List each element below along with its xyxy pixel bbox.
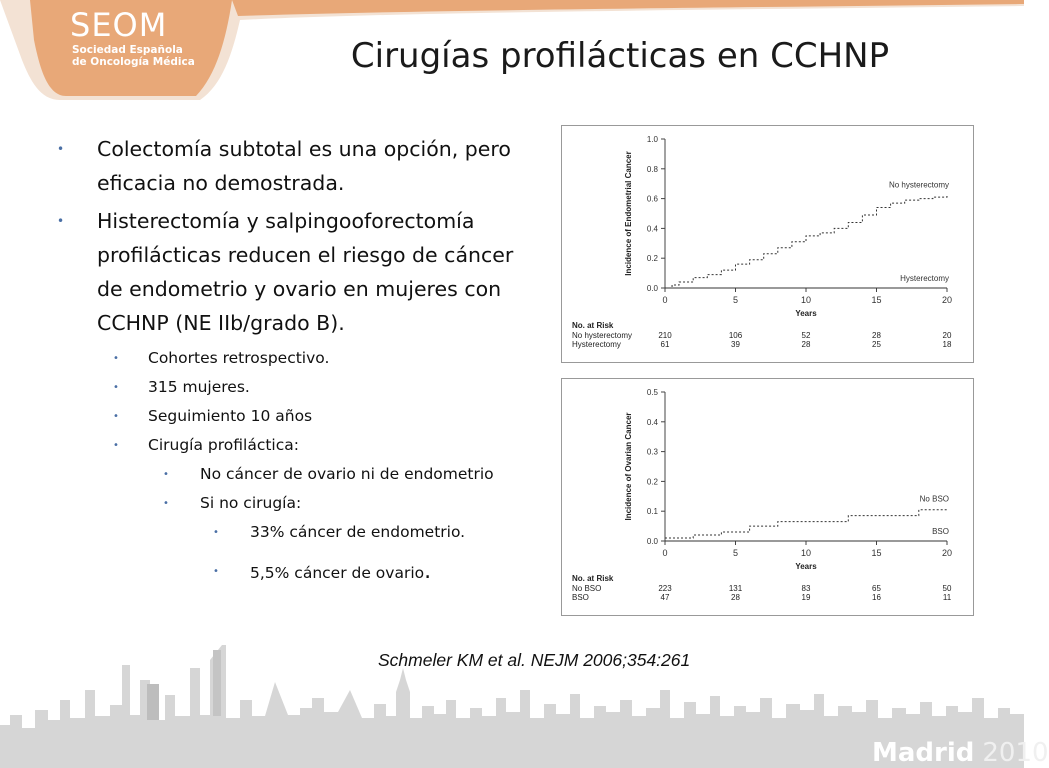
bullet-text: Cohortes retrospectivo. xyxy=(148,349,330,367)
risk-table-row-label: No hysterectomy xyxy=(572,331,633,340)
bullet-text: Si no cirugía: xyxy=(200,494,302,512)
x-tick-label: 20 xyxy=(941,295,953,305)
risk-table-value: 106 xyxy=(728,331,743,340)
y-tick-label: 0.4 xyxy=(646,224,658,234)
risk-table-value: 16 xyxy=(872,593,881,602)
level4-bullet-item xyxy=(55,557,535,588)
bullet-text: Colectomía subtotal es una opción, pero eficacia no demostrada. xyxy=(97,137,511,195)
y-tick-label: 0.1 xyxy=(646,507,658,517)
bullet-text: No cáncer de ovario ni de endometrio xyxy=(200,465,494,483)
endometrial-chart-svg xyxy=(562,126,973,362)
legend-label: No BSO xyxy=(919,494,949,504)
bullet-dot-icon: • xyxy=(113,382,119,393)
bullet-period: . xyxy=(424,559,432,584)
bullet-text: 315 mujeres. xyxy=(148,378,250,396)
risk-table-value: 28 xyxy=(872,331,881,340)
y-tick-label: 0.2 xyxy=(646,477,658,487)
risk-table-value: 50 xyxy=(942,584,952,593)
y-tick-label: 0.2 xyxy=(646,254,658,264)
bullet-dot-icon: • xyxy=(213,566,219,577)
risk-table-value: 28 xyxy=(731,593,740,602)
risk-table-value: 39 xyxy=(731,340,740,349)
bullet-text: Seguimiento 10 años xyxy=(148,407,313,425)
y-tick-label: 0.3 xyxy=(646,447,658,457)
legend-label: No hysterectomy xyxy=(888,180,949,190)
bullet-text: 5,5% cáncer de ovario xyxy=(250,564,425,582)
bullet-dot-icon: • xyxy=(163,469,169,480)
y-tick-label: 0.6 xyxy=(646,194,658,204)
x-tick-label: 10 xyxy=(800,295,812,305)
citation: Schmeler KM et al. NEJM 2006;354:261 xyxy=(378,650,691,670)
risk-table-value: 20 xyxy=(942,331,952,340)
y-tick-label: 1.0 xyxy=(646,135,658,144)
bullet-list xyxy=(55,132,535,588)
y-tick-label: 0.8 xyxy=(646,164,658,174)
x-tick-label: 10 xyxy=(800,548,812,558)
y-axis-label: Incidence of Endometrial Cancer xyxy=(624,151,633,276)
endometrial-cancer-chart xyxy=(561,125,974,363)
y-tick-label: 0.4 xyxy=(646,417,658,427)
risk-table-value: 47 xyxy=(660,593,670,602)
risk-table-row-label: No BSO xyxy=(572,584,602,593)
series-line-primary xyxy=(665,510,947,538)
sub-bullet-item xyxy=(55,402,535,431)
risk-table-row-label: BSO xyxy=(572,593,589,602)
x-tick-label: 5 xyxy=(732,295,739,305)
sub-bullet-item xyxy=(55,344,535,373)
risk-table-value: 11 xyxy=(942,593,952,602)
risk-table-value: 210 xyxy=(658,331,672,340)
logo-subtitle xyxy=(72,44,195,68)
risk-table-value: 52 xyxy=(801,331,811,340)
x-tick-label: 15 xyxy=(871,295,882,305)
logo-subtitle-line1: Sociedad Española xyxy=(72,44,183,56)
footer-city: Madrid xyxy=(872,738,975,768)
bullet-dot-icon: • xyxy=(113,440,119,451)
risk-table-row-label: Hysterectomy xyxy=(572,340,621,349)
bullet-dot-icon: • xyxy=(57,214,65,228)
x-axis-label: Years xyxy=(795,562,817,571)
x-tick-label: 5 xyxy=(732,548,739,558)
risk-table-value: 61 xyxy=(660,340,670,349)
bullet-dot-icon: • xyxy=(113,353,119,364)
risk-table-value: 131 xyxy=(728,584,743,593)
bullet-item xyxy=(55,204,535,340)
slide-title: Cirugías profilácticas en CCHNP xyxy=(350,36,890,76)
x-tick-label: 0 xyxy=(662,548,668,558)
x-tick-label: 15 xyxy=(871,548,882,558)
y-tick-label: 0.0 xyxy=(646,537,658,546)
bullet-item xyxy=(55,132,535,200)
logo-title: SEOM xyxy=(70,6,168,44)
ovarian-cancer-chart xyxy=(561,378,974,616)
bullet-text: Cirugía profiláctica: xyxy=(148,436,299,454)
x-tick-label: 20 xyxy=(941,548,953,558)
bullet-dot-icon: • xyxy=(57,142,65,156)
risk-table-value: 18 xyxy=(942,340,952,349)
x-tick-label: 0 xyxy=(662,295,668,305)
risk-table-value: 25 xyxy=(872,340,881,349)
bullet-text: Histerectomía y salpingooforectomía profilácticas reducen el riesgo de cáncer de endometrio y ovario en mujeres con CCHNP (NE IIb/grado B). xyxy=(97,209,514,335)
x-axis-label: Years xyxy=(795,309,817,318)
bullet-dot-icon: • xyxy=(113,411,119,422)
madrid-skyline xyxy=(0,620,1024,768)
risk-table-value: 223 xyxy=(658,584,672,593)
sub-bullet-item xyxy=(55,373,535,402)
sub-bullet-item xyxy=(55,431,535,460)
risk-table-header: No. at Risk xyxy=(572,574,614,583)
ovarian-chart-svg xyxy=(562,379,973,615)
legend-label: BSO xyxy=(932,527,949,536)
y-tick-label: 0.5 xyxy=(646,388,658,397)
bullet-dot-icon: • xyxy=(213,527,219,538)
footer-brand xyxy=(872,738,1049,768)
risk-table-value: 65 xyxy=(872,584,881,593)
logo-subtitle-line2: de Oncología Médica xyxy=(72,56,195,68)
risk-table-value: 19 xyxy=(801,593,811,602)
risk-table-header: No. at Risk xyxy=(572,321,614,330)
bullet-text: 33% cáncer de endometrio. xyxy=(250,523,466,541)
seom-logo xyxy=(0,0,240,105)
sub-sub-bullet-item xyxy=(55,489,535,518)
footer-year: 2010 xyxy=(982,738,1049,768)
level4-bullet-item xyxy=(55,518,535,547)
y-tick-label: 0.0 xyxy=(646,284,658,293)
risk-table-value: 28 xyxy=(801,340,811,349)
risk-table-value: 83 xyxy=(801,584,811,593)
legend-label: Hysterectomy xyxy=(900,274,949,283)
y-axis-label: Incidence of Ovarian Cancer xyxy=(624,412,633,521)
sub-sub-bullet-item xyxy=(55,460,535,489)
bullet-dot-icon: • xyxy=(163,498,169,509)
